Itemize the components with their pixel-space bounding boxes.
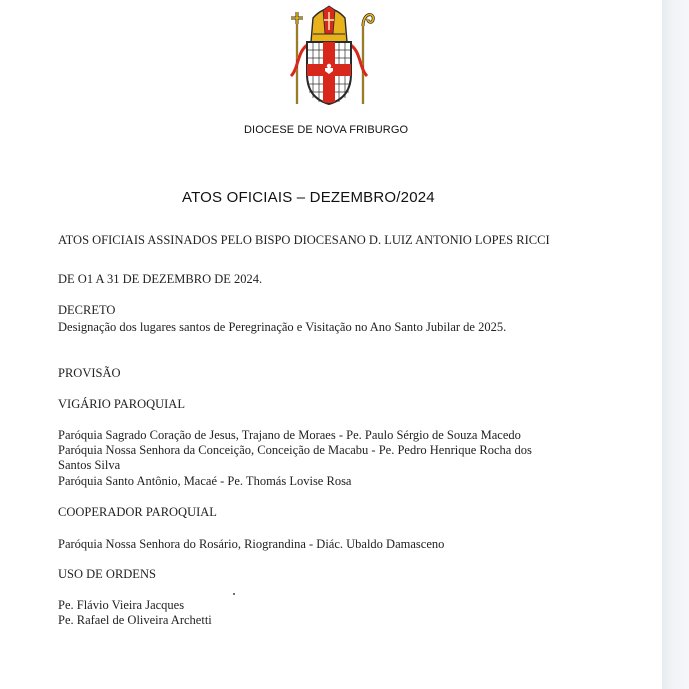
vigario-item-2-line-1: Paróquia Nossa Senhora da Conceição, Conceição de Macabu - Pe. Pedro Henrique Rocha dos [58, 443, 532, 457]
diocese-name: DIOCESE DE NOVA FRIBURGO [244, 124, 409, 136]
provisao-heading: PROVISÃO [58, 366, 121, 380]
uso-ordens-item-1: Pe. Flávio Vieira Jacques [58, 598, 185, 612]
shield-icon [307, 42, 351, 104]
crosier-staff-icon [363, 15, 373, 104]
uso-ordens-heading: USO DE ORDENS [58, 567, 156, 581]
intro-line-1: ATOS OFICIAIS ASSINADOS PELO BISPO DIOCESANO D. LUIZ ANTONIO LOPES RICCI [58, 233, 550, 247]
decreto-heading: DECRETO [58, 303, 116, 317]
vigario-item-2-line-2: Santos Silva [58, 458, 121, 472]
vigario-heading: VIGÁRIO PAROQUIAL [58, 397, 185, 411]
cooperador-item-1: Paróquia Nossa Senhora do Rosário, Riograndina - Diác. Ubaldo Damasceno [58, 537, 445, 551]
page-edge-shadow [662, 0, 689, 689]
intro-line-2: DE O1 A 31 DE DEZEMBRO DE 2024. [58, 272, 263, 286]
crosier-cross-icon [291, 12, 303, 104]
vigario-item-3: Paróquia Santo Antônio, Macaé - Pe. Thomás Lovise Rosa [58, 474, 352, 488]
episcopal-coat-of-arms-icon [283, 4, 375, 108]
uso-ordens-item-2: Pe. Rafael de Oliveira Archetti [58, 613, 212, 627]
decreto-text: Designação dos lugares santos de Peregrinação e Visitação no Ano Santo Jubilar de 2025. [58, 320, 507, 334]
mitre-icon [311, 6, 347, 42]
cooperador-heading: COOPERADOR PAROQUIAL [58, 505, 217, 519]
scan-speck [233, 593, 235, 595]
page-title: ATOS OFICIAIS – DEZEMBRO/2024 [182, 189, 435, 206]
vigario-item-1: Paróquia Sagrado Coração de Jesus, Trajano de Moraes - Pe. Paulo Sérgio de Souza Macedo [58, 428, 521, 442]
